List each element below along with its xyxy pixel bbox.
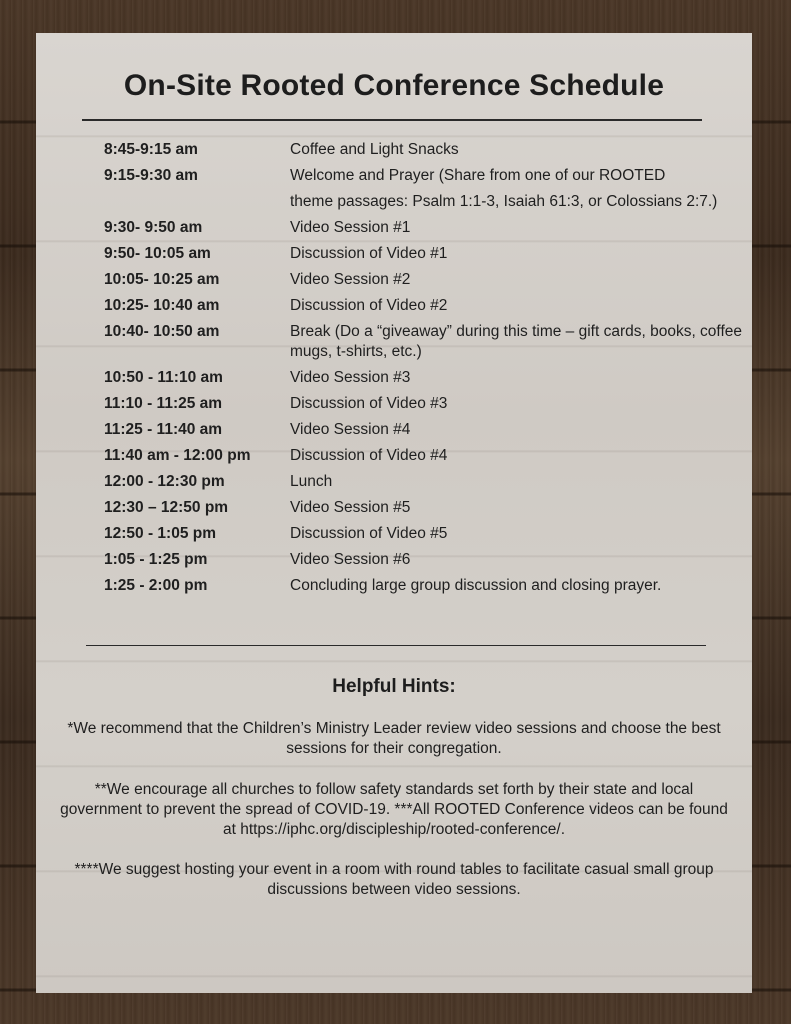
schedule-time: 12:50 - 1:05 pm: [104, 525, 216, 542]
schedule-time: 8:45-9:15 am: [104, 141, 198, 158]
schedule-row: [104, 241, 744, 267]
hint-paragraph: ****We suggest hosting your event in a room with round tables to facilitate casual small group discussions between video sessions.: [74, 861, 714, 898]
title-divider: [82, 119, 702, 121]
schedule-row: [104, 189, 744, 215]
schedule-row: [104, 443, 744, 469]
schedule-time: 10:25- 10:40 am: [104, 297, 220, 314]
schedule-row: [104, 293, 744, 319]
schedule-activity: Video Session #5: [290, 499, 411, 516]
schedule-activity: Video Session #6: [290, 551, 411, 568]
schedule-time: 9:50- 10:05 am: [104, 245, 211, 262]
schedule-activity: Discussion of Video #2: [290, 297, 448, 314]
schedule-activity: Video Session #4: [290, 421, 411, 438]
schedule-row: [104, 495, 744, 521]
schedule-row: [104, 319, 744, 365]
schedule-activity: Break (Do a “giveaway” during this time – gift cards, books, coffee mugs, t-shirts, etc.): [290, 323, 743, 360]
section-divider: [86, 645, 706, 646]
schedule-activity: Lunch: [290, 473, 333, 490]
schedule-time: 10:50 - 11:10 am: [104, 369, 223, 386]
schedule-time: 10:05- 10:25 am: [104, 271, 220, 288]
schedule-time: 11:10 - 11:25 am: [104, 395, 223, 412]
schedule-row: [104, 547, 744, 573]
schedule-time: 9:30- 9:50 am: [104, 219, 203, 236]
schedule-activity: Video Session #1: [290, 219, 411, 236]
schedule-activity: theme passages: Psalm 1:1-3, Isaiah 61:3, or Colossians 2:7.): [290, 193, 718, 210]
schedule-activity: Coffee and Light Snacks: [290, 141, 459, 158]
schedule-time: 9:15-9:30 am: [104, 167, 198, 184]
schedule-time: 12:00 - 12:30 pm: [104, 473, 225, 490]
schedule-activity: Welcome and Prayer (Share from one of our ROOTED: [290, 167, 666, 184]
schedule-activity: Discussion of Video #5: [290, 525, 448, 542]
schedule-activity: Video Session #3: [290, 369, 411, 386]
schedule-time: 12:30 – 12:50 pm: [104, 499, 229, 516]
schedule-time: 11:40 am - 12:00 pm: [104, 447, 251, 464]
page-title: On-Site Rooted Conference Schedule: [123, 69, 665, 102]
schedule-row: [104, 573, 744, 599]
schedule-activity: Concluding large group discussion and closing prayer.: [290, 577, 662, 594]
schedule-row: [104, 469, 744, 495]
schedule-row: [104, 267, 744, 293]
schedule-time: 1:05 - 1:25 pm: [104, 551, 208, 568]
schedule-panel: [36, 33, 752, 993]
schedule-table: [104, 137, 744, 599]
schedule-time: 10:40- 10:50 am: [104, 323, 220, 340]
schedule-activity: Video Session #2: [290, 271, 411, 288]
schedule-time: 1:25 - 2:00 pm: [104, 577, 208, 594]
schedule-row: [104, 215, 744, 241]
schedule-time: [104, 189, 290, 215]
schedule-row: [104, 521, 744, 547]
schedule-activity: Discussion of Video #1: [290, 245, 448, 262]
hint-paragraph: **We encourage all churches to follow safety standards set forth by their state and local government to prevent the spread of COVID-19. ***All ROOTED Conference videos can be found at https://iphc.org/discipleship/rooted-conference/.: [60, 781, 728, 838]
schedule-row: [104, 137, 744, 163]
schedule-time: 11:25 - 11:40 am: [104, 421, 223, 438]
schedule-row: [104, 365, 744, 391]
schedule-row: [104, 391, 744, 417]
schedule-activity: Discussion of Video #3: [290, 395, 448, 412]
hint-paragraph: *We recommend that the Children’s Ministry Leader review video sessions and choose the best sessions for their congregation.: [67, 720, 721, 757]
schedule-row: [104, 163, 744, 189]
schedule-row: [104, 417, 744, 443]
hints-heading: Helpful Hints:: [332, 676, 456, 697]
schedule-activity: Discussion of Video #4: [290, 447, 448, 464]
